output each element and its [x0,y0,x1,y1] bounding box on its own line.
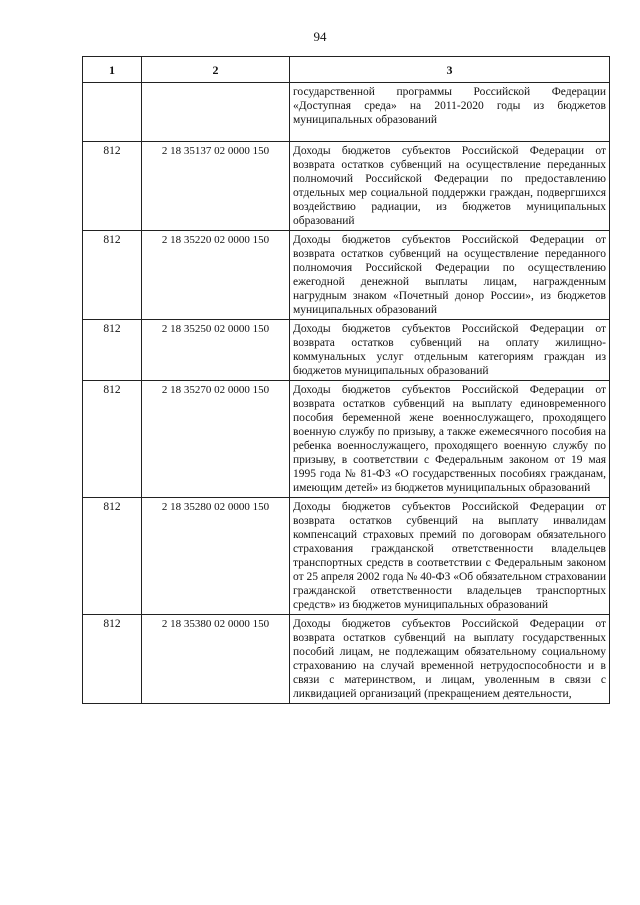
cell-admin-code: 812 [83,615,142,704]
cell-admin-code: 812 [83,498,142,615]
page-number: 94 [313,29,327,44]
cell-description: Доходы бюджетов субъектов Российской Федерации от возврата остатков субвенций на оплату жилищно-коммунальных услуг отдельным категориям граждан из бюджетов муниципальных образований [290,320,610,381]
table-row [83,381,610,498]
table-row [83,142,610,231]
cell-description: Доходы бюджетов субъектов Российской Федерации от возврата остатков субвенций на осуществление переданных полномочий Российской Федерации по предоставлению отдельных мер социальной поддержки граждан, подвергшихся воздействию радиации, из бюджетов муниципальных образований [290,142,610,231]
table-row [83,615,610,704]
cell-admin-code: 812 [83,142,142,231]
table-header-row [83,57,610,83]
cell-budget-code: 2 18 35137 02 0000 150 [142,142,290,231]
cell-description: Доходы бюджетов субъектов Российской Федерации от возврата остатков субвенций на выплату государственных пособий лицам, не подлежащим обязательному социальному страхованию на случай временной нетрудоспособности и в связи с материнством, и лицам, уволенным в связи с ликвидацией организаций (прекращением деятельности, [290,615,610,704]
header-col-1: 1 [83,57,142,83]
cell-empty [83,83,142,142]
cell-admin-code: 812 [83,320,142,381]
header-col-2: 2 [142,57,290,83]
cell-description: Доходы бюджетов субъектов Российской Федерации от возврата остатков субвенций на выплату единовременного пособия беременной жене военнослужащего, проходящего военную службу по призыву, а также ежемесячного пособия на ребенка военнослужащего, проходящего военную службу по призыву, в соответствии с Федеральным законом от 19 мая 1995 года № 81-ФЗ «О государственных пособиях гражданам, имеющим детей» из бюджетов муниципальных образований [290,381,610,498]
cell-budget-code: 2 18 35220 02 0000 150 [142,231,290,320]
table-row-continuation [83,83,610,142]
cell-budget-code: 2 18 35280 02 0000 150 [142,498,290,615]
table-row [83,320,610,381]
header-col-3: 3 [290,57,610,83]
cell-admin-code: 812 [83,381,142,498]
cell-admin-code: 812 [83,231,142,320]
cell-budget-code: 2 18 35250 02 0000 150 [142,320,290,381]
cell-empty [142,83,290,142]
cell-budget-code: 2 18 35380 02 0000 150 [142,615,290,704]
cell-budget-code: 2 18 35270 02 0000 150 [142,381,290,498]
table-row [83,498,610,615]
revenue-codes-table [82,56,610,704]
cell-description: Доходы бюджетов субъектов Российской Федерации от возврата остатков субвенций на осуществление переданного полномочия Российской Федерации по осуществлению ежегодной денежной выплаты лицам, награжденным нагрудным знаком «Почетный донор России», из бюджетов муниципальных образований [290,231,610,320]
cell-description: государственной программы Российской Федерации «Доступная среда» на 2011-2020 годы из бюджетов муниципальных образований [290,83,610,142]
cell-description: Доходы бюджетов субъектов Российской Федерации от возврата остатков субвенций на выплату инвалидам компенсаций страховых премий по договорам обязательного страхования гражданской ответственности владельцев транспортных средств в соответствии с Федеральным законом от 25 апреля 2002 года № 40-ФЗ «Об обязательном страховании гражданской ответственности владельцев транспортных средств» из бюджетов муниципальных образований [290,498,610,615]
table-row [83,231,610,320]
